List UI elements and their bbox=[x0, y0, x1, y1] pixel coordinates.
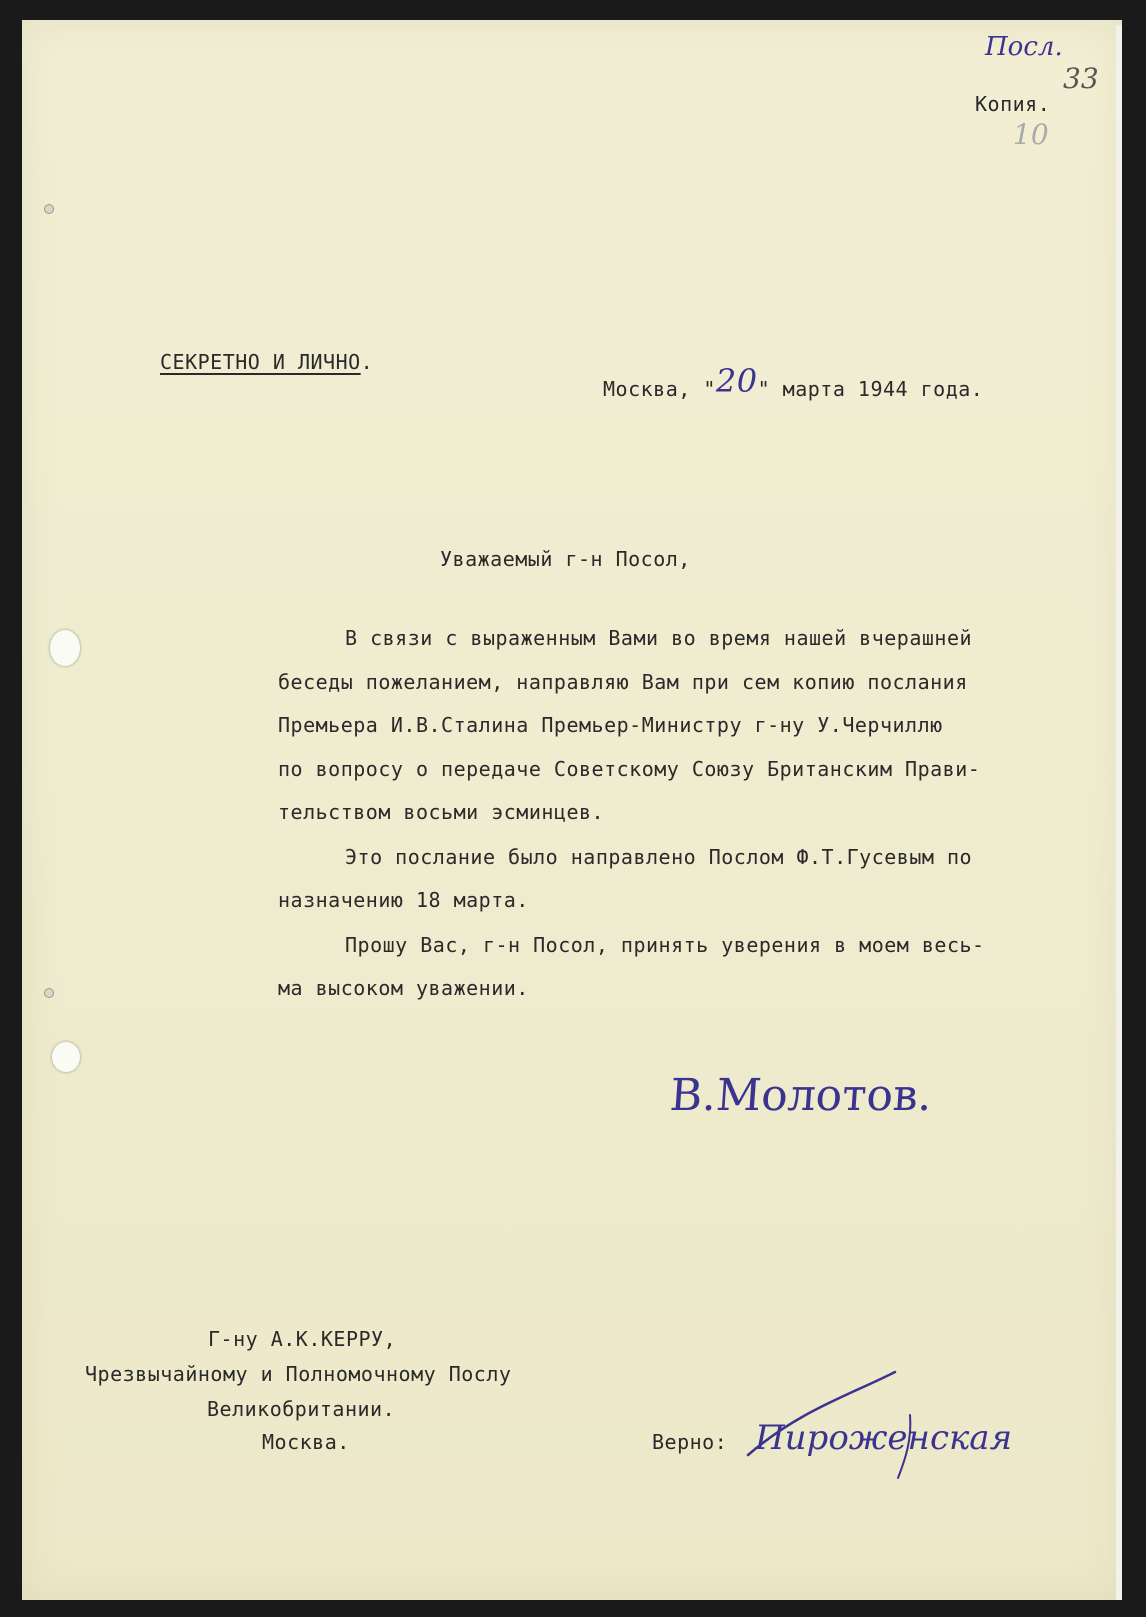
pin-mark bbox=[44, 204, 54, 214]
copy-mark: Копия. bbox=[975, 92, 1051, 116]
date-line bbox=[603, 362, 984, 404]
signature: В.Молотов. bbox=[668, 1070, 934, 1121]
addressee-line: Москва. bbox=[262, 1430, 350, 1454]
certification-label: Верно: bbox=[652, 1430, 728, 1454]
certification-signature: Пироженская bbox=[755, 1418, 1013, 1458]
classification-period: . bbox=[360, 350, 374, 374]
salutation: Уважаемый г-н Посол, bbox=[440, 547, 691, 571]
top-right-annotation: Посл. bbox=[985, 32, 1063, 62]
addressee-line: Чрезвычайному и Полномочному Послу bbox=[85, 1362, 512, 1386]
place-prefix: Москва, " bbox=[603, 377, 716, 401]
body-line: ма высоком уважении. bbox=[278, 976, 529, 1000]
classification-header bbox=[160, 350, 373, 374]
classification-text: СЕКРЕТНО И ЛИЧНО bbox=[160, 350, 361, 374]
addressee-line: Г-ну А.К.КЕРРУ, bbox=[208, 1327, 397, 1351]
body-line: тельством восьми эсминцев. bbox=[278, 800, 605, 824]
page-edge bbox=[1116, 25, 1122, 1600]
date-suffix: " марта 1944 года. bbox=[757, 377, 984, 401]
punch-hole bbox=[50, 630, 80, 666]
body-line: В связи с выраженным Вами во время нашей вчерашней bbox=[345, 626, 973, 650]
body-line: Премьера И.В.Сталина Премьер-Министру г-ну У.Черчиллю bbox=[278, 713, 943, 737]
body-line: беседы пожеланием, направляю Вам при сем копию послания bbox=[278, 670, 968, 694]
page-number: 33 bbox=[1063, 62, 1099, 95]
pencil-mark: 10 bbox=[1013, 118, 1049, 151]
pin-mark bbox=[44, 988, 54, 998]
certification-flourish bbox=[740, 1360, 920, 1480]
body-line: Это послание было направлено Послом Ф.Т.Гусевым по bbox=[345, 845, 973, 869]
handwritten-day: 20 bbox=[715, 362, 758, 400]
punch-hole bbox=[52, 1042, 80, 1072]
addressee-line: Великобритании. bbox=[207, 1397, 396, 1421]
body-line: назначению 18 марта. bbox=[278, 888, 529, 912]
body-line: по вопросу о передаче Советскому Союзу Британским Прави- bbox=[278, 757, 981, 781]
body-line: Прошу Вас, г-н Посол, принять уверения в моем весь- bbox=[345, 933, 985, 957]
